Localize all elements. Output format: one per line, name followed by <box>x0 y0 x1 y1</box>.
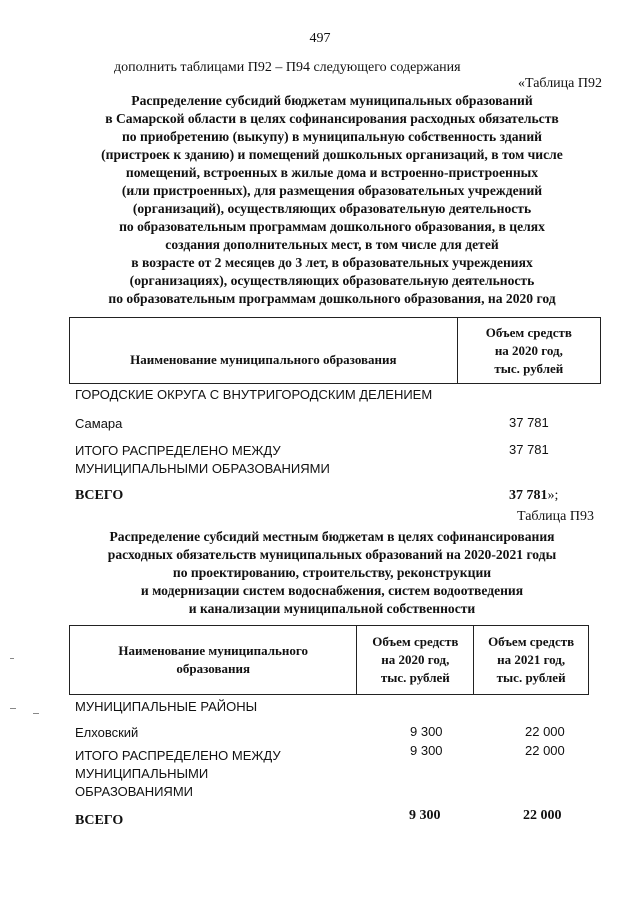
page-number: 497 <box>309 31 331 46</box>
title-line: по приобретению (выкупу) в муниципальную собственность зданий <box>121 129 543 144</box>
title-line: по образовательным программам дошкольного образования, на 2020 год <box>108 291 556 306</box>
title-line: расходных обязательств муниципальных образований на 2020-2021 годы <box>107 547 557 562</box>
row-name: Самара <box>75 416 123 431</box>
title-line: и канализации муниципальной собственности <box>188 601 476 616</box>
row-value-2020: 9 300 <box>410 724 443 739</box>
title-line: Распределение субсидий местным бюджетам в целях софинансирования <box>109 529 555 544</box>
title-line: и модернизации систем водоснабжения, систем водоотведения <box>140 583 524 598</box>
title-line: в возрасте от 2 месяцев до 3 лет, в образовательных учреждениях <box>131 255 533 270</box>
table-p92-caption: «Таблица П92 <box>518 76 602 91</box>
margin-mark <box>33 713 39 714</box>
row-value: 37 781 <box>509 415 549 430</box>
grand-total-2020: 9 300 <box>409 808 441 823</box>
margin-mark <box>10 708 16 709</box>
margin-mark <box>10 658 14 659</box>
column-header-2020 <box>357 626 474 695</box>
total-distributed-label <box>75 442 330 478</box>
title-line: (организаций), осуществляющих образовательную деятельность <box>132 201 532 216</box>
header-line: на 2020 год, <box>494 342 563 358</box>
title-line: (или пристроенных), для размещения образовательных учреждений <box>121 183 543 198</box>
column-header-name <box>70 626 357 695</box>
title-line: создания дополнительных мест, в том числе для детей <box>165 237 499 252</box>
title-line: Распределение субсидий бюджетам муниципальных образований <box>131 93 533 108</box>
column-header-2021 <box>474 626 589 695</box>
header-line: Объем средств <box>372 634 459 649</box>
header-line: на 2021 год, <box>497 652 566 667</box>
column-header-name: Наименование муниципального образования <box>70 318 458 384</box>
title-line: в Самарской области в целях софинансирования расходных обязательств <box>105 111 559 126</box>
closing-quote: »; <box>547 488 559 503</box>
row-value-2021: 22 000 <box>525 724 565 739</box>
table-p93-caption: Таблица П93 <box>517 509 594 524</box>
table-p92-header <box>69 317 601 384</box>
header-line: Объем средств <box>485 324 572 340</box>
title-line: по проектированию, строительству, реконструкции <box>172 565 492 580</box>
grand-total-label: ВСЕГО <box>75 813 124 828</box>
section-heading: ГОРОДСКИЕ ОКРУГА С ВНУТРИГОРОДСКИМ ДЕЛЕНИЕМ <box>75 387 433 402</box>
header-line: на 2020 год, <box>381 652 450 667</box>
grand-total-number: 37 781 <box>509 488 548 503</box>
grand-total-label: ВСЕГО <box>75 488 124 503</box>
intro-text: дополнить таблицами П92 – П94 следующего содержания <box>114 60 461 75</box>
table-p93-header <box>69 625 589 695</box>
column-header-volume <box>457 318 600 384</box>
grand-total-2021: 22 000 <box>523 808 562 823</box>
table-p93-title <box>40 528 624 618</box>
header-line: тыс. рублей <box>380 670 450 685</box>
section-heading: МУНИЦИПАЛЬНЫЕ РАЙОНЫ <box>75 699 258 714</box>
title-line: (организациях), осуществляющих образовательную деятельность <box>129 273 535 288</box>
label-line: МУНИЦИПАЛЬНЫМИ <box>75 766 209 781</box>
header-line: тыс. рублей <box>494 360 564 376</box>
label-line: ИТОГО РАСПРЕДЕЛЕНО МЕЖДУ <box>75 748 281 763</box>
table-p92-title <box>40 92 624 308</box>
header-line: образования <box>176 661 250 676</box>
total-distributed-2020: 9 300 <box>410 743 443 758</box>
label-line: МУНИЦИПАЛЬНЫМИ ОБРАЗОВАНИЯМИ <box>75 461 330 476</box>
title-line: по образовательным программам дошкольного образования, в целях <box>119 219 545 234</box>
header-line: Наименование муниципального <box>118 643 308 658</box>
label-line: ИТОГО РАСПРЕДЕЛЕНО МЕЖДУ <box>75 443 281 458</box>
grand-total-value <box>509 488 558 504</box>
total-distributed-label <box>75 747 281 801</box>
header-line: тыс. рублей <box>496 670 566 685</box>
total-distributed-2021: 22 000 <box>525 743 565 758</box>
title-line: помещений, встроенных в жилые дома и встроенно-пристроенных <box>125 165 539 180</box>
header-line: Объем средств <box>488 634 575 649</box>
total-distributed-value: 37 781 <box>509 442 549 457</box>
label-line: ОБРАЗОВАНИЯМИ <box>75 784 193 799</box>
row-name: Елховский <box>75 725 139 740</box>
title-line: (пристроек к зданию) и помещений дошкольных организаций, в том числе <box>101 147 563 162</box>
